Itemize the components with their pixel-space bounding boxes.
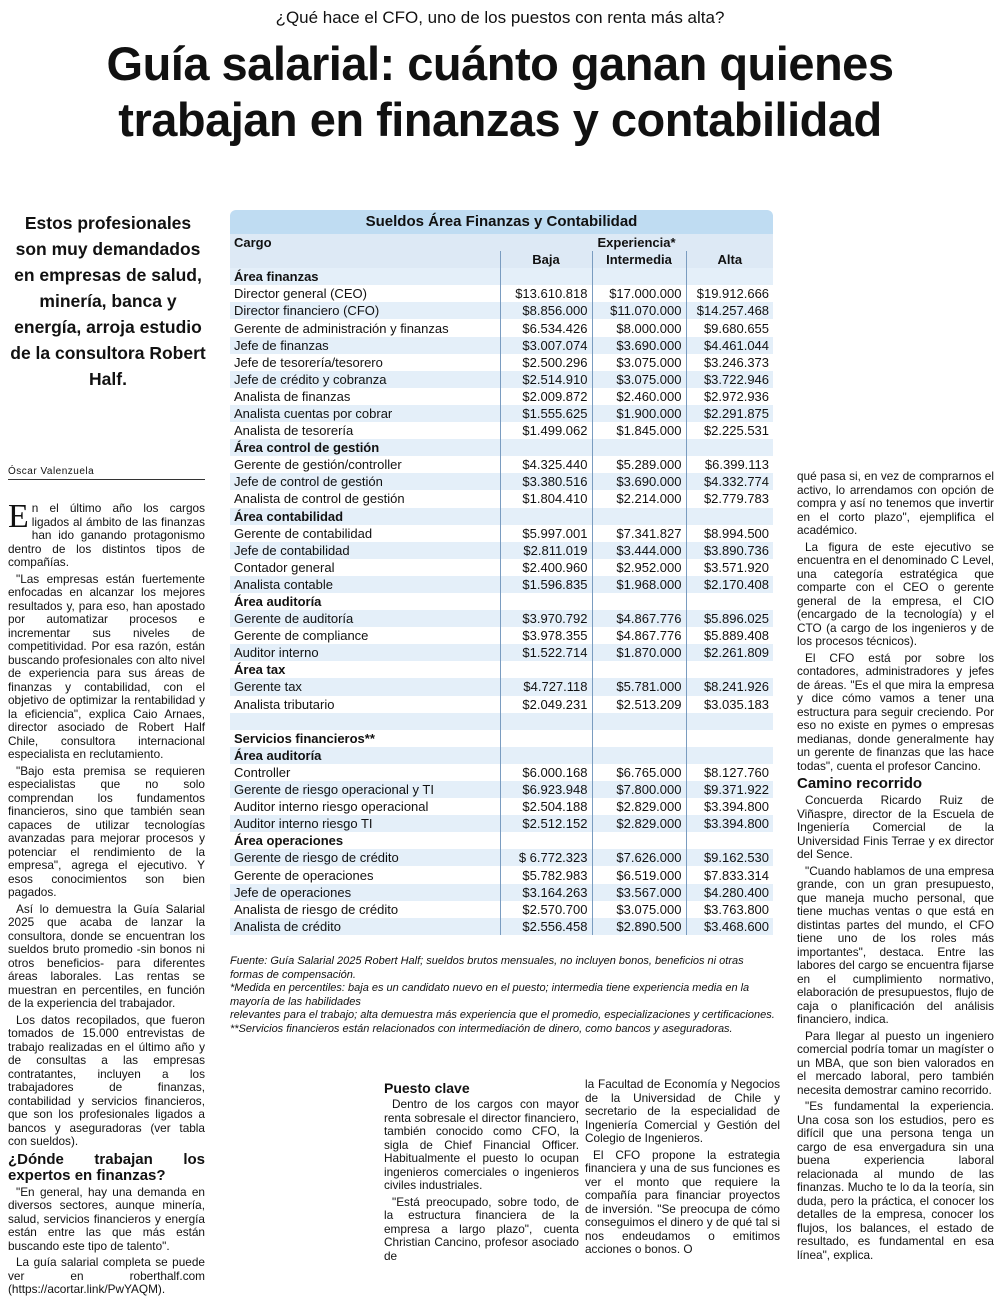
table-row xyxy=(230,815,773,832)
table-row xyxy=(230,781,773,798)
empty-cell xyxy=(592,593,686,610)
intermedia-cell: $1.870.000 xyxy=(592,644,686,661)
table-row xyxy=(230,884,773,901)
alta-cell: $9.162.530 xyxy=(686,849,773,866)
section-label: Área finanzas xyxy=(230,268,500,285)
section-row xyxy=(230,593,773,610)
cargo-cell: Gerente de auditoría xyxy=(230,610,500,627)
header-baja: Baja xyxy=(500,251,592,268)
baja-cell: $2.556.458 xyxy=(500,918,592,935)
intermedia-cell: $2.513.209 xyxy=(592,696,686,713)
article-column-1 xyxy=(8,498,205,1296)
intermedia-cell: $2.952.000 xyxy=(592,559,686,576)
cargo-cell: Gerente de contabilidad xyxy=(234,525,373,541)
table-row xyxy=(230,371,773,388)
empty-cell xyxy=(686,832,773,849)
intermedia-cell: $5.289.000 xyxy=(592,456,686,473)
alta-cell: $3.763.800 xyxy=(686,901,773,918)
intermedia-cell: $11.070.000 xyxy=(592,302,686,319)
baja-cell: $1.804.410 xyxy=(500,490,592,507)
empty-cell xyxy=(686,439,773,456)
empty-cell xyxy=(686,661,773,678)
table-row xyxy=(230,576,773,593)
paragraph: Así lo demuestra la Guía Salarial 2025 que acaba de lanzar la consultora, donde se encuentran los sueldos bruto promedio -sin bonos ni otros beneficios- para diferentes áreas laborales. Las rentas se muestran en percentiles, en función de la experiencia del trabajador. xyxy=(8,901,205,1010)
cargo-cell: Analista de tesorería xyxy=(234,423,354,439)
table-row xyxy=(230,764,773,781)
intermedia-cell: $2.829.000 xyxy=(592,798,686,815)
kicker: ¿Qué hace el CFO, uno de los puestos con renta más alta? xyxy=(275,8,725,27)
intermedia-cell: $3.444.000 xyxy=(592,542,686,559)
header-cargo: Cargo xyxy=(230,234,500,268)
table-body xyxy=(230,268,773,935)
table-row xyxy=(230,849,773,866)
note-percentiles-cont: relevantes para el trabajo; alta demuestra más experiencia que el promedio, especializaciones y certificaciones. xyxy=(230,1009,775,1021)
section-label: Área tax xyxy=(234,662,286,678)
intermedia-cell: $4.867.776 xyxy=(592,627,686,644)
cargo-cell: Jefe de tesorería/tesorero xyxy=(234,354,383,370)
alta-cell: $4.332.774 xyxy=(686,473,773,490)
empty-cell xyxy=(592,439,686,456)
baja-cell: $2.512.152 xyxy=(500,815,592,832)
intermedia-cell: $2.460.000 xyxy=(592,388,686,405)
alta-cell: $9.371.922 xyxy=(686,781,773,798)
cargo-cell: Gerente de administración y finanzas xyxy=(234,320,449,336)
section-label: Área control de gestión xyxy=(230,439,500,456)
note-servicios: **Servicios financieros están relacionados con intermediación de dinero, como bancos y aseguradoras. xyxy=(230,1022,733,1035)
cargo-cell: Analista tributario xyxy=(234,696,335,712)
paragraph: La figura de este ejecutivo se encuentra en el denominado C Level, una categoría estratégica que comparte con el CEO o gerente general de la empresa, el CIO (encargado de la tecnología) y el CTO (a cargo de los ingenieros y de los procesos técnicos). xyxy=(797,539,994,648)
baja-cell: $4.727.118 xyxy=(500,678,592,695)
intermedia-cell: $2.214.000 xyxy=(592,490,686,507)
alta-cell: $8.127.760 xyxy=(686,764,773,781)
intermedia-cell: $8.000.000 xyxy=(592,319,686,336)
empty-cell xyxy=(686,747,773,764)
baja-cell: $1.499.062 xyxy=(500,422,592,439)
baja-cell: $5.997.001 xyxy=(500,525,592,542)
alta-cell: $2.291.875 xyxy=(686,405,773,422)
salary-table-grid xyxy=(230,234,773,935)
table-row xyxy=(230,302,773,319)
empty-cell xyxy=(500,508,592,525)
paragraph: "Las empresas están fuertemente enfocadas en alcanzar los mejores resultados y, para eso, han apostado por automatizar procesos e incrementar sus niveles de competitividad. Por esa razón, están buscando profesionales con alto nivel de experiencia para sus áreas de finanzas y contabilidad, con el objetivo de optimizar la rentabilidad y la eficiencia", explica Caio Arnaes, director asociado de Robert Half Chile, consultora internacional especialista en reclutamiento. xyxy=(8,571,205,761)
table-row xyxy=(230,542,773,559)
cargo-cell: Auditor interno riesgo operacional xyxy=(234,799,429,815)
table-row xyxy=(230,473,773,490)
headline-line-2: trabajan en finanzas y contabilidad xyxy=(118,93,882,146)
cargo-cell: Analista de finanzas xyxy=(234,388,351,404)
table-row xyxy=(230,627,773,644)
section-label: Área contabilidad xyxy=(230,508,500,525)
table-row xyxy=(230,798,773,815)
baja-cell: $ 6.772.323 xyxy=(500,849,592,866)
alta-cell: $3.394.800 xyxy=(686,798,773,815)
intermedia-cell: $2.829.000 xyxy=(592,815,686,832)
baja-cell: $1.596.835 xyxy=(500,576,592,593)
empty-cell xyxy=(500,268,592,285)
alta-cell: $4.461.044 xyxy=(686,337,773,354)
alta-cell: $5.889.408 xyxy=(686,627,773,644)
alta-cell: $8.241.926 xyxy=(686,678,773,695)
empty-cell xyxy=(592,508,686,525)
intermedia-cell: $2.890.500 xyxy=(592,918,686,935)
baja-cell: $2.009.872 xyxy=(500,388,592,405)
empty-cell xyxy=(686,713,773,730)
cargo-cell: Analista de control de gestión xyxy=(234,491,405,507)
table-row xyxy=(230,388,773,405)
intermedia-cell: $1.900.000 xyxy=(592,405,686,422)
baja-cell: $6.000.168 xyxy=(500,764,592,781)
paragraph: la Facultad de Economía y Negocios de la Universidad de Chile y secretario de la especialidad de Ingeniería Comercial y Gestión del Colegio de Ingenieros. xyxy=(585,1077,780,1145)
cargo-cell: Controller xyxy=(234,764,291,780)
baja-cell: $6.923.948 xyxy=(500,781,592,798)
table-row xyxy=(230,866,773,883)
alta-cell: $5.896.025 xyxy=(686,610,773,627)
empty-cell xyxy=(686,593,773,610)
cargo-cell: Jefe de finanzas xyxy=(230,337,500,354)
cargo-cell: Jefe de control de gestión xyxy=(230,473,500,490)
table-row xyxy=(230,422,773,439)
note-source: Fuente: Guía Salarial 2025 Robert Half; sueldos brutos mensuales, no incluyen bonos, beneficios ni otras formas de compensación. xyxy=(230,955,744,981)
paragraph: "Bajo esta premisa se requieren especialistas que no solo comprendan los fundamentos financieros, sino que también sean capaces de utilizar tecnologías avanzadas para mejorar procesos y potenciar el rendimiento de la empresa", agrega el ejecutivo. Y esos conocimientos son bien pagados. xyxy=(8,763,205,899)
empty-cell xyxy=(592,661,686,678)
intermedia-cell: $3.075.000 xyxy=(592,354,686,371)
baja-cell: $1.522.714 xyxy=(500,644,592,661)
table-row xyxy=(230,918,773,935)
baja-cell: $3.978.355 xyxy=(500,627,592,644)
subheading: Camino recorrido xyxy=(797,775,923,792)
baja-cell: $2.514.910 xyxy=(500,371,592,388)
cargo-cell: Gerente de riesgo de crédito xyxy=(230,849,500,866)
empty-cell xyxy=(592,747,686,764)
alta-cell: $4.280.400 xyxy=(686,884,773,901)
alta-cell: $2.225.531 xyxy=(686,422,773,439)
article-column-3 xyxy=(797,469,994,1262)
alta-cell: $14.257.468 xyxy=(686,302,773,319)
baja-cell: $6.534.426 xyxy=(500,319,592,336)
paragraph: "En general, hay una demanda en diversos sectores, aunque minería, salud, servicios financieros y energía están entre las que más están buscando este tipo de talento". xyxy=(8,1184,205,1253)
baja-cell: $2.049.231 xyxy=(500,696,592,713)
cargo-cell: Gerente de riesgo operacional y TI xyxy=(230,781,500,798)
cargo-cell: Analista contable xyxy=(230,576,500,593)
alta-cell: $7.833.314 xyxy=(686,866,773,883)
baja-cell: $1.555.625 xyxy=(500,405,592,422)
paragraph xyxy=(8,498,205,570)
paragraph: "Está preocupado, sobre todo, de la estructura financiera de la empresa a largo plazo", cuenta Christian Cancino, profesor asociado de xyxy=(384,1194,579,1263)
spacer-row xyxy=(230,713,773,730)
baja-cell: $2.570.700 xyxy=(500,901,592,918)
table-row xyxy=(230,678,773,695)
baja-cell: $2.400.960 xyxy=(500,559,592,576)
empty-cell xyxy=(500,747,592,764)
paragraph: Los datos recopilados, que fueron tomados de 15.000 entrevistas de trabajo realizadas en el último año y de consultas a las empresas contratantes, incluyen a los trabajadores de finanzas, contabilidad y servicios financieros, que son los profesionales ligados a bancos y aseguradoras (ver tabla con sueldos). xyxy=(8,1012,205,1148)
intermedia-cell: $7.341.827 xyxy=(592,525,686,542)
section-row xyxy=(230,730,773,747)
empty-cell xyxy=(592,268,686,285)
paragraph: qué pasa si, en vez de comprarnos el activo, lo arrendamos con opción de compra y así no tenemos que invertir en el corto plazo", ejemplifica el académico. xyxy=(797,469,994,537)
note-percentiles: *Medida en percentiles: baja es un candidato nuevo en el puesto; intermedia tiene experiencia media en la mayoría de las habilidades xyxy=(230,982,750,1008)
paragraph: Dentro de los cargos con mayor renta sobresale el director financiero, también conocido como CFO, la sigla de Chief Financial Officer. Habitualmente el puesto lo ocupan ingenieros comerciales o ingenieros civiles industriales. xyxy=(384,1097,579,1192)
table-row xyxy=(230,559,773,576)
paragraph: "Cuando hablamos de una empresa grande, con un gran presupuesto, que maneja mucho personal, que tiene muchas ventas o que está en distintas partes del mundo, el CFO tiene uno de los roles más importantes", destaca. Entre las labores del cargo se encuentra fijarse en el cumplimiento normativo, elaboración de presupuestos, flujo de caja o planificación del análisis financiero, indica. xyxy=(797,863,994,1026)
subheading: Puesto clave xyxy=(384,1080,470,1096)
cargo-cell: Contador general xyxy=(234,559,335,575)
empty-cell xyxy=(686,508,773,525)
baja-cell: $13.610.818 xyxy=(500,285,592,302)
intermedia-cell: $1.845.000 xyxy=(592,422,686,439)
cargo-cell: Jefe de contabilidad xyxy=(230,542,500,559)
alta-cell: $19.912.666 xyxy=(686,285,773,302)
intermedia-cell: $3.690.000 xyxy=(592,473,686,490)
intermedia-cell: $3.690.000 xyxy=(592,337,686,354)
table-row xyxy=(230,337,773,354)
header-intermedia: Intermedia xyxy=(592,251,686,268)
article-column-puesto-2 xyxy=(585,1077,780,1256)
cargo-cell: Gerente de compliance xyxy=(234,628,369,644)
baja-cell: $3.380.516 xyxy=(500,473,592,490)
baja-cell: $3.970.792 xyxy=(500,610,592,627)
headline-line-1: Guía salarial: cuánto ganan quienes xyxy=(106,37,894,90)
section-label: Servicios financieros** xyxy=(234,730,375,746)
intermedia-cell: $5.781.000 xyxy=(592,678,686,695)
cargo-cell: Analista de riesgo de crédito xyxy=(234,901,399,917)
empty-cell xyxy=(500,713,592,730)
paragraph-text: n el último año los cargos ligados al ámbito de las finanzas han ido ganando protagonismo dentro de los distintos tipos de compañías. xyxy=(8,501,205,569)
cargo-cell: Gerente de operaciones xyxy=(234,867,374,883)
empty-cell xyxy=(592,730,686,747)
alta-cell: $3.468.600 xyxy=(686,918,773,935)
paragraph: "Es fundamental la experiencia. Una cosa son los estudios, pero es difícil que una persona tenga un cargo de esa envergadura sin una buena experiencia laboral relacionada al mundo de las finanzas. Mucho te lo da la teoría, sin duda, pero la práctica, el conocer los detalles de la empresa, conocer los flujos, los balances, el estado de resultado, es fundamental en esa línea", explica. xyxy=(797,1099,994,1262)
baja-cell: $3.164.263 xyxy=(500,884,592,901)
header-alta: Alta xyxy=(686,251,773,268)
alta-cell: $8.994.500 xyxy=(686,525,773,542)
section-label: Área operaciones xyxy=(234,833,344,849)
headline xyxy=(30,36,970,148)
intermedia-cell: $6.519.000 xyxy=(592,866,686,883)
baja-cell: $4.325.440 xyxy=(500,456,592,473)
paragraph: El CFO propone la estrategia financiera y una de sus funciones es ver el monto que requiere la compañía para financiar proyectos de inversión. "Se preocupa de cómo conseguimos el dinero y de qué tal si nos endeudamos o emitimos acciones o bonos. O xyxy=(585,1147,780,1256)
baja-cell: $2.811.019 xyxy=(500,542,592,559)
intermedia-cell: $7.626.000 xyxy=(592,849,686,866)
intermedia-cell: $4.867.776 xyxy=(592,610,686,627)
empty-cell xyxy=(500,730,592,747)
article-column-puesto-1 xyxy=(384,1078,579,1263)
lede: Estos profesionales son muy demandados en empresas de salud, minería, banca y energía, arroja estudio de la consultora Robert Half. xyxy=(10,213,206,389)
alta-cell: $6.399.113 xyxy=(686,456,773,473)
alta-cell: $3.890.736 xyxy=(686,542,773,559)
table-row xyxy=(230,319,773,336)
cargo-cell: Analista de crédito xyxy=(230,918,500,935)
alta-cell: $2.779.783 xyxy=(686,490,773,507)
alta-cell: $2.261.809 xyxy=(686,644,773,661)
table-title: Sueldos Área Finanzas y Contabilidad xyxy=(230,210,773,234)
table-row xyxy=(230,525,773,542)
cargo-cell: Director general (CEO) xyxy=(234,286,367,302)
empty-cell xyxy=(500,593,592,610)
empty-cell xyxy=(686,268,773,285)
intermedia-cell: $3.567.000 xyxy=(592,884,686,901)
section-label: Área auditoría xyxy=(234,594,322,610)
empty-cell xyxy=(592,832,686,849)
table-row xyxy=(230,696,773,713)
cargo-cell: Gerente tax xyxy=(230,678,500,695)
baja-cell: $5.782.983 xyxy=(500,866,592,883)
empty-cell xyxy=(686,730,773,747)
intermedia-cell: $3.075.000 xyxy=(592,371,686,388)
alta-cell: $3.722.946 xyxy=(686,371,773,388)
alta-cell: $3.035.183 xyxy=(686,696,773,713)
header-experiencia: Experiencia* xyxy=(500,234,773,251)
intermedia-cell: $6.765.000 xyxy=(592,764,686,781)
section-label: Área auditoría xyxy=(230,747,500,764)
empty-cell xyxy=(500,439,592,456)
intermedia-cell: $7.800.000 xyxy=(592,781,686,798)
alta-cell: $3.571.920 xyxy=(686,559,773,576)
intermedia-cell: $17.000.000 xyxy=(592,285,686,302)
cargo-cell: Gerente de gestión/controller xyxy=(234,457,402,473)
baja-cell: $3.007.074 xyxy=(500,337,592,354)
empty-cell xyxy=(592,713,686,730)
alta-cell: $2.170.408 xyxy=(686,576,773,593)
cargo-cell: Auditor interno riesgo TI xyxy=(230,815,500,832)
section-row xyxy=(230,268,773,285)
intermedia-cell: $3.075.000 xyxy=(592,901,686,918)
table-row xyxy=(230,456,773,473)
paragraph: La guía salarial completa se puede ver en roberthalf.com (https://acortar.link/PwYAQM). xyxy=(8,1255,205,1296)
cargo-cell: Auditor interno xyxy=(230,644,500,661)
byline: Óscar Valenzuela xyxy=(8,466,205,480)
salary-table xyxy=(230,210,773,935)
cargo-cell: Analista cuentas por cobrar xyxy=(230,405,500,422)
section-row xyxy=(230,661,773,678)
section-row xyxy=(230,508,773,525)
alta-cell: $3.246.373 xyxy=(686,354,773,371)
empty-cell xyxy=(230,713,500,730)
section-row xyxy=(230,747,773,764)
table-row xyxy=(230,285,773,302)
table-notes xyxy=(230,955,778,1036)
table-row xyxy=(230,354,773,371)
cargo-cell: Jefe de crédito y cobranza xyxy=(230,371,500,388)
intermedia-cell: $1.968.000 xyxy=(592,576,686,593)
paragraph: Concuerda Ricardo Ruiz de Viñaspre, director de la Escuela de Ingeniería Comercial de la Universidad Finis Terrae y ex director del Sence. xyxy=(797,793,994,861)
section-row xyxy=(230,832,773,849)
table-row xyxy=(230,490,773,507)
section-row xyxy=(230,439,773,456)
table-row xyxy=(230,644,773,661)
drop-cap: E xyxy=(8,498,29,535)
baja-cell: $2.504.188 xyxy=(500,798,592,815)
cargo-cell: Jefe de operaciones xyxy=(230,884,500,901)
empty-cell xyxy=(500,661,592,678)
subheading: ¿Dónde trabajan los expertos en finanzas? xyxy=(8,1150,205,1184)
table-row xyxy=(230,610,773,627)
alta-cell: $9.680.655 xyxy=(686,319,773,336)
table-row xyxy=(230,901,773,918)
baja-cell: $8.856.000 xyxy=(500,302,592,319)
paragraph: El CFO está por sobre los contadores, administradores y jefes de áreas. "Es el que mira la empresa y dice cómo vamos a tener una estructura para seguir creciendo. Por eso no existe en pymes o empresas medianas, donde generalmente hay un gerente de finanzas que las hace todas", cuenta el profesor Cancino. xyxy=(797,650,994,773)
cargo-cell: Director financiero (CFO) xyxy=(230,302,500,319)
table-row xyxy=(230,405,773,422)
alta-cell: $2.972.936 xyxy=(686,388,773,405)
alta-cell: $3.394.800 xyxy=(686,815,773,832)
empty-cell xyxy=(500,832,592,849)
paragraph: Para llegar al puesto un ingeniero comercial podría tomar un magíster o un MBA, que son bien valorados en el mercado laboral, pero también necesita demostrar camino recorrido. xyxy=(797,1028,994,1097)
baja-cell: $2.500.296 xyxy=(500,354,592,371)
